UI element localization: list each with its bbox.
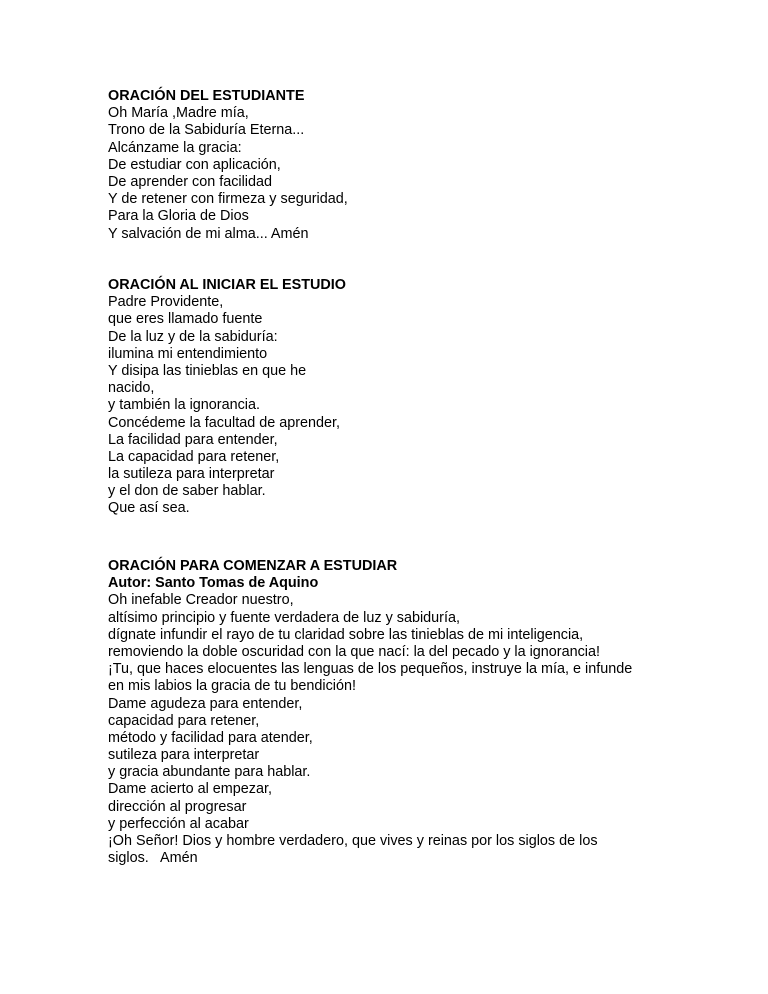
- prayer-line: ¡Tu, que haces elocuentes las lenguas de los pequeños, instruye la mía, e infunde: [108, 661, 633, 678]
- prayer-line: Para la Gloria de Dios: [108, 208, 249, 225]
- prayer-line: Dame acierto al empezar,: [108, 781, 272, 798]
- author-line: Autor: Santo Tomas de Aquino: [108, 575, 319, 592]
- prayer-line: Dame agudeza para entender,: [108, 695, 303, 712]
- prayer-line: De la luz y de la sabiduría:: [108, 328, 278, 345]
- prayer-line: Y disipa las tinieblas en que he: [108, 362, 307, 379]
- prayer-line: altísimo principio y fuente verdadera de luz y sabiduría,: [108, 609, 460, 626]
- prayer-line: Trono de la Sabiduría Eterna...: [108, 122, 305, 139]
- prayer-line: De estudiar con aplicación,: [108, 156, 281, 173]
- prayer-line: y también la ignorancia.: [108, 397, 260, 414]
- prayer-section-comenzar: [108, 558, 688, 867]
- prayer-line: dígnate infundir el rayo de tu claridad sobre las tinieblas de mi inteligencia,: [108, 626, 584, 643]
- section-title: ORACIÓN PARA COMENZAR A ESTUDIAR: [108, 558, 398, 574]
- prayer-line: Y salvación de mi alma... Amén: [108, 225, 309, 242]
- prayer-line: método y facilidad para atender,: [108, 729, 313, 746]
- prayer-line: que eres llamado fuente: [108, 311, 263, 328]
- prayer-line: y gracia abundante para hablar.: [108, 764, 311, 781]
- prayer-line: De aprender con facilidad: [108, 173, 272, 190]
- prayer-line: ilumina mi entendimiento: [108, 345, 268, 362]
- prayer-line: Oh María ,Madre mía,: [108, 105, 249, 122]
- prayer-line: y perfección al acabar: [108, 815, 249, 832]
- prayer-section-iniciar: [108, 277, 688, 518]
- prayer-line: nacido,: [108, 380, 155, 397]
- prayer-line: La facilidad para entender,: [108, 431, 278, 448]
- prayer-line: Que así sea.: [108, 500, 190, 517]
- prayer-line: dirección al progresar: [108, 798, 247, 815]
- prayer-line: siglos. Amén: [108, 850, 198, 867]
- prayer-line: Padre Providente,: [108, 294, 224, 311]
- prayer-line: La capacidad para retener,: [108, 448, 280, 465]
- prayer-line: la sutileza para interpretar: [108, 466, 275, 483]
- section-title: ORACIÓN AL INICIAR EL ESTUDIO: [108, 277, 346, 293]
- prayer-line: Oh inefable Creador nuestro,: [108, 592, 294, 609]
- prayer-line: Alcánzame la gracia:: [108, 139, 242, 156]
- prayer-line: capacidad para retener,: [108, 712, 260, 729]
- prayer-line: Concédeme la facultad de aprender,: [108, 414, 341, 431]
- prayer-line: sutileza para interpretar: [108, 747, 260, 764]
- prayer-line: en mis labios la gracia de tu bendición!: [108, 678, 356, 695]
- prayer-section-estudiante: [108, 88, 688, 243]
- prayer-line: removiendo la doble oscuridad con la que nací: la del pecado y la ignorancia!: [108, 643, 601, 660]
- section-title: ORACIÓN DEL ESTUDIANTE: [108, 88, 305, 104]
- prayer-line: y el don de saber hablar.: [108, 483, 266, 500]
- prayer-line: ¡Oh Señor! Dios y hombre verdadero, que vives y reinas por los siglos de los: [108, 833, 598, 849]
- prayer-line: Y de retener con firmeza y seguridad,: [108, 191, 348, 208]
